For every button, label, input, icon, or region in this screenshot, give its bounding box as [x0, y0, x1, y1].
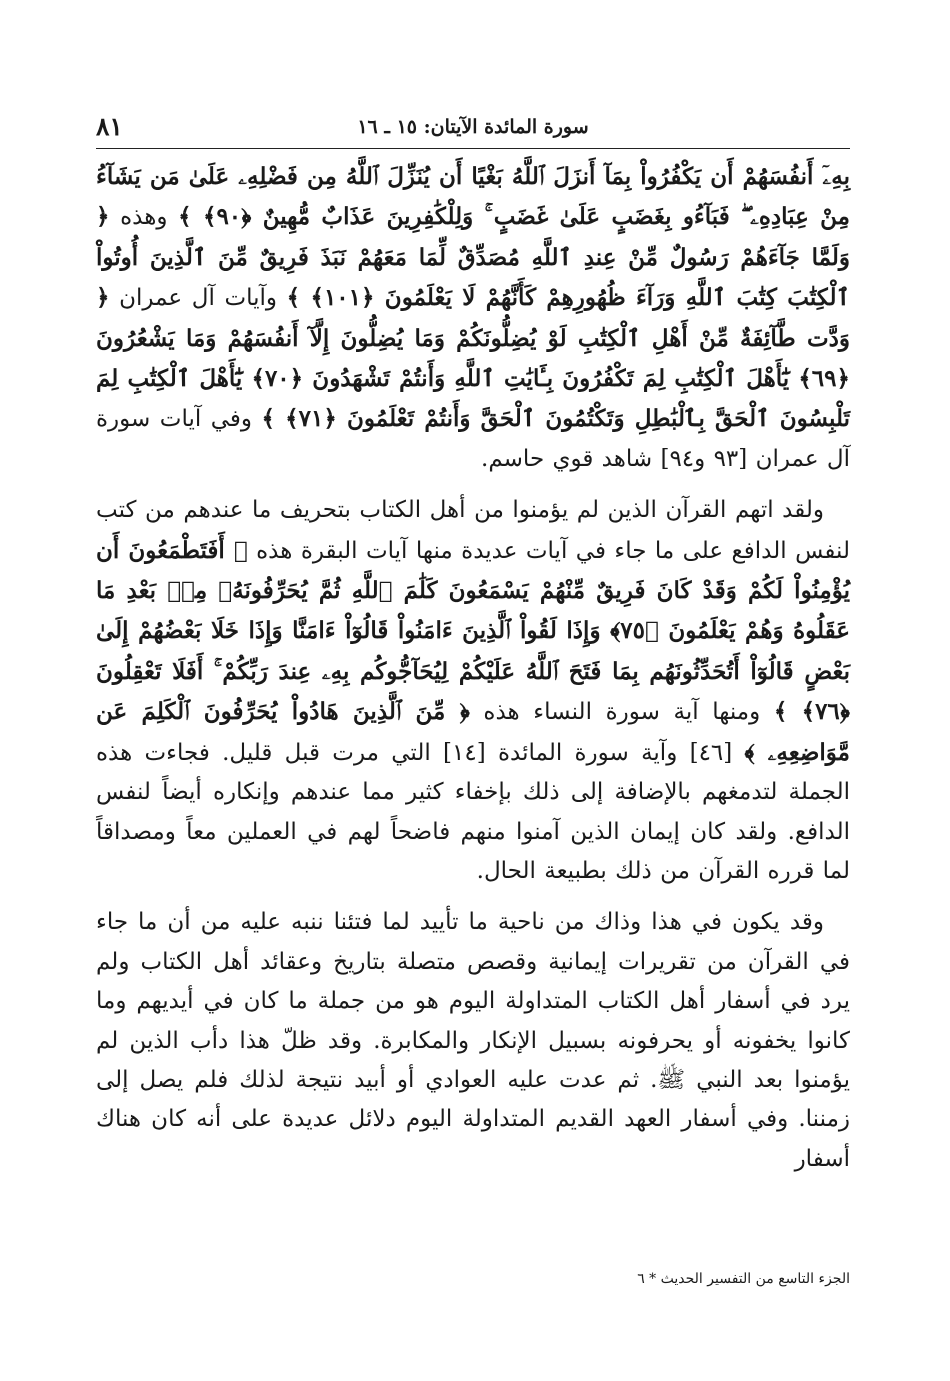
paragraph — [96, 157, 850, 479]
page-header — [96, 108, 850, 149]
quran-quotation: ﴿ مِّنَ ٱلَّذِينَ هَادُواْ يُحَرِّفُونَ ٱلْكَلِمَ عَن مَّوَاضِعِهِۦ ﴾ — [96, 698, 850, 766]
quran-quotation: ﴿ أَفَتَطْمَعُونَ أَن يُؤْمِنُواْ لَكُمْ وَقَدْ كَانَ فَرِيقٌ مِّنْهُمْ يَسْمَعُونَ كَلَٰمَ ٱللَّهِ ثُمَّ يُحَرِّفُونَهُۥ مِنۢ بَعْدِ مَا عَقَلُوهُ وَهُمْ يَعْلَمُونَ ﴿٧٥﴾ وَإِذَا لَقُواْ ٱلَّذِينَ ءَامَنُواْ قَالُوٓاْ ءَامَنَّا وَإِذَا خَلَا بَعْضُهُمْ إِلَىٰ بَعْضٍ قَالُوٓاْ أَتُحَدِّثُونَهُم بِمَا فَتَحَ ٱللَّهُ عَلَيْكُمْ لِيُحَآجُّوكُم بِهِۦ عِندَ رَبِّكُمْ ۚ أَفَلَا تَعْقِلُونَ ﴿٧٦﴾ ﴾ — [96, 536, 851, 726]
footer-note: الجزء التاسع من التفسير الحديث * ٦ — [637, 1271, 850, 1287]
quran-quotation: بِهِۦٓ أَنفُسَهُمْ أَن يَكْفُرُواْ بِمَآ أَنزَلَ ٱللَّهُ بَغْيًا أَن يُنَزِّلَ ٱللَّهُ مِن فَضْلِهِۦ عَلَىٰ مَن يَشَآءُ مِنْ عِبَادِهِۦ ۖ فَبَآءُو بِغَضَبٍ عَلَىٰ غَضَبٍ ۚ وَلِلْكَٰفِرِينَ عَذَابٌ مُّهِينٌ ﴿٩٠﴾ ﴾ — [96, 163, 850, 231]
running-title: سورة المائدة الآيتان: ١٥ ـ ١٦ — [357, 116, 589, 138]
paragraph — [96, 491, 850, 891]
prose-text: ولقد اتهم القرآن الذين لم يؤمنوا من أهل الكتاب بتحريف ما عندهم من كتب لنفس الدافع على ما جاء في آيات عديدة منها آيات البقرة هذه — [96, 497, 850, 564]
book-page — [96, 108, 850, 1179]
page-number: ٨١ — [96, 112, 123, 141]
paragraph — [96, 903, 850, 1179]
quran-quotation: ﴿ وَلَمَّا جَآءَهُمْ رَسُولٌ مِّنْ عِندِ ٱللَّهِ مُصَدِّقٌ لِّمَا مَعَهُمْ نَبَذَ فَرِيقٌ مِّنَ ٱلَّذِينَ أُوتُواْ ٱلْكِتَٰبَ كِتَٰبَ ٱللَّهِ وَرَآءَ ظُهُورِهِمْ كَأَنَّهُمْ لَا يَعْلَمُونَ ﴿١٠١﴾ ﴾ — [96, 203, 850, 312]
prose-text: ومنها آية سورة النساء هذه — [469, 699, 774, 726]
quran-quotation: ﴿ وَدَّت طَّآئِفَةٌ مِّنْ أَهْلِ ٱلْكِتَٰبِ لَوْ يُضِلُّونَكُمْ وَمَا يُضِلُّونَ إِلَّآ أَنفُسَهُمْ وَمَا يَشْعُرُونَ ﴿٦٩﴾ يَٰٓأَهْلَ ٱلْكِتَٰبِ لِمَ تَكْفُرُونَ بِـَٔايَٰتِ ٱللَّهِ وَأَنتُمْ تَشْهَدُونَ ﴿٧٠﴾ يَٰٓأَهْلَ ٱلْكِتَٰبِ لِمَ تَلْبِسُونَ ٱلْحَقَّ بِٱلْبَٰطِلِ وَتَكْتُمُونَ ٱلْحَقَّ وَأَنتُمْ تَعْلَمُونَ ﴿٧١﴾ ﴾ — [96, 284, 850, 433]
prose-text: وقد يكون في هذا وذاك من ناحية ما تأييد لما فتئنا ننبه عليه من أن ما جاء في القرآن من تقريرات إيمانية وقصص متصلة بتاريخ وعقائد أهل الكتاب ولم يرد في أسفار أهل الكتاب المتداولة اليوم هو من جملة ما كان في أيديهم وما كانوا يخفونه أو يحرفونه بسبيل الإنكار والمكابرة. وقد ظلّ هذا دأب الذين لم يؤمنوا بعد النبي ﷺ. ثم عدت عليه العوادي أو أبيد نتيجة لذلك فلم يصل إلى زمننا. وفي أسفار العهد القديم المتداولة اليوم دلائل عديدة على أنه كان هناك أسفار — [96, 909, 850, 1172]
prose-text: [٤٦] وآية سورة المائدة [١٤] التي مرت قبل قليل. فجاءت هذه الجملة لتدمغهم بالإضافة إلى ذلك بإخفاء كثير مما عندهم وإنكاره أيضاً لنفس الدافع. ولقد كان إيمان الذين آمنوا منهم فاضحاً لهم في العملين معاً ومصداقاً لما قرره القرآن من ذلك بطبيعة الحال. — [96, 739, 850, 884]
prose-text: وهذه — [109, 204, 179, 231]
prose-text: وآيات آل عمران — [109, 285, 287, 312]
prose-text: وفي آيات سورة آل عمران [٩٣ و٩٤] شاهد قوي حاسم. — [96, 406, 850, 472]
body-text — [96, 157, 850, 1179]
